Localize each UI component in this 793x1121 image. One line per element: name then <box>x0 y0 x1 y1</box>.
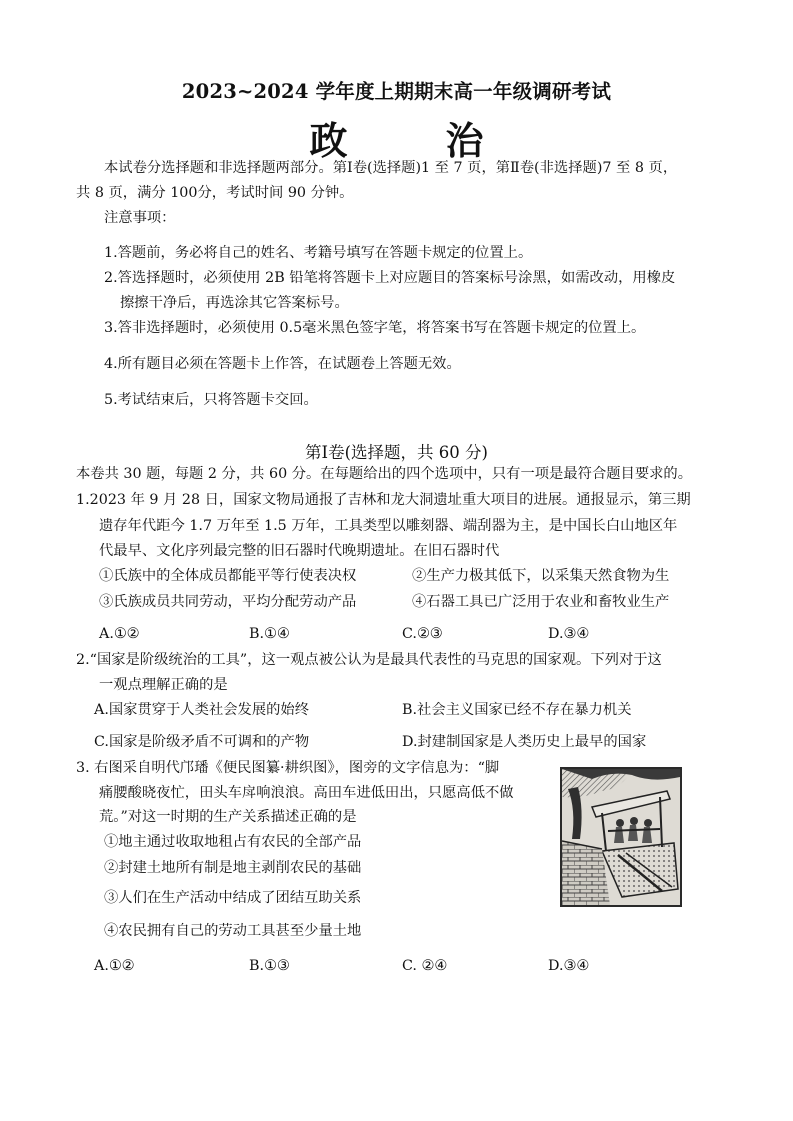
q2-option-b: B.社会主义国家已经不存在暴力机关 <box>402 702 632 718</box>
subject-title: 政 治 <box>309 118 514 163</box>
q1-statement-3: ③氏族成员共同劳动，平均分配劳动产品 <box>99 594 357 610</box>
q3-option-a: A.①② <box>94 958 135 974</box>
q2-option-a: A.国家贯穿于人类社会发展的始终 <box>94 702 310 718</box>
q3-option-d: D.③④ <box>548 958 590 974</box>
section-instruction: 本卷共 30 题，每题 2 分，共 60 分。在每题给出的四个选项中，只有一项是最符合题目要求的。 <box>76 466 693 482</box>
q3-option-c: C. ②④ <box>402 958 448 974</box>
q3-statement-4: ④农民拥有自己的劳动工具甚至少量土地 <box>104 923 362 939</box>
notice-item-4: 4.所有题目必须在答题卡上作答，在试题卷上答题无效。 <box>104 356 461 372</box>
q2-stem-line-2: 一观点理解正确的是 <box>99 677 228 693</box>
notice-item-2: 2.答选择题时，必须使用 2B 铅笔将答题卡上对应题目的答案标号涂黑，如需改动，用橡皮 <box>104 270 676 286</box>
q1-statement-2: ②生产力极其低下，以采集天然食物为生 <box>412 568 670 584</box>
section-title: 第Ⅰ卷(选择题，共 60 分) <box>305 443 488 462</box>
notice-item-2-cont: 擦擦干净后，再选涂其它答案标号。 <box>120 295 349 311</box>
q1-stem-line-3: 代最早、文化序列最完整的旧石器时代晚期遗址。在旧石器时代 <box>99 543 500 559</box>
q1-statement-1: ①氏族中的全体成员都能平等行使表决权 <box>99 568 357 584</box>
q1-statement-4: ④石器工具已广泛用于农业和畜牧业生产 <box>412 594 670 610</box>
q2-option-c: C.国家是阶级矛盾不可调和的产物 <box>94 734 310 750</box>
notice-item-1: 1.答题前，务必将自己的姓名、考籍号填写在答题卡规定的位置上。 <box>104 245 533 261</box>
q3-stem-line-1: 3. 右图采自明代邝璠《便民图纂·耕织图》，图旁的文字信息为：“脚 <box>76 760 500 776</box>
q1-stem-line-2: 遗存年代距今 1.7 万年至 1.5 万年，工具类型以雕刻器、端刮器为主，是中国长白山地区年 <box>99 518 678 534</box>
q3-statement-1: ①地主通过收取地租占有农民的全部产品 <box>104 834 362 850</box>
notice-title: 注意事项： <box>104 210 176 226</box>
woodcut-illustration <box>562 769 680 905</box>
q1-option-c: C.②③ <box>402 626 443 642</box>
q3-stem-line-2: 痛腰酸晓夜忙，田头车戽响浪浪。高田车进低田出，只愿高低不做 <box>99 785 514 801</box>
q1-option-d: D.③④ <box>548 626 590 642</box>
q1-option-a: A.①② <box>99 626 140 642</box>
q1-option-b: B.①④ <box>249 626 290 642</box>
intro-line-2: 共 8 页，满分 100分，考试时间 90 分钟。 <box>76 185 354 201</box>
q1-stem-line-1: 1.2023 年 9 月 28 日，国家文物局通报了吉林和龙大洞遗址重大项目的进展。通报显示，第三期 <box>76 492 691 508</box>
q3-statement-3: ③人们在生产活动中结成了团结互助关系 <box>104 890 362 906</box>
q3-stem-line-3: 荒。”对这一时期的生产关系描述正确的是 <box>99 809 357 825</box>
q2-option-d: D.封建制国家是人类历史上最早的国家 <box>402 734 647 750</box>
q2-stem-line-1: 2.“国家是阶级统治的工具”，这一观点被公认为是最具代表性的马克思的国家观。下列对于这 <box>76 652 662 668</box>
farming-woodcut-image <box>560 767 682 907</box>
q3-statement-2: ②封建土地所有制是地主剥削农民的基础 <box>104 860 362 876</box>
exam-title: 2023~2024 学年度上期期末高一年级调研考试 <box>181 80 612 103</box>
notice-item-3: 3.答非选择题时，必须使用 0.5毫米黑色签字笔，将答案书写在答题卡规定的位置上。 <box>104 320 646 336</box>
notice-item-5: 5.考试结束后，只将答题卡交回。 <box>104 392 318 408</box>
q3-option-b: B.①③ <box>249 958 290 974</box>
intro-line-1: 本试卷分选择题和非选择题两部分。第Ⅰ卷(选择题)1 至 7 页，第Ⅱ卷(非选择题)7 至 8 页， <box>104 160 678 176</box>
